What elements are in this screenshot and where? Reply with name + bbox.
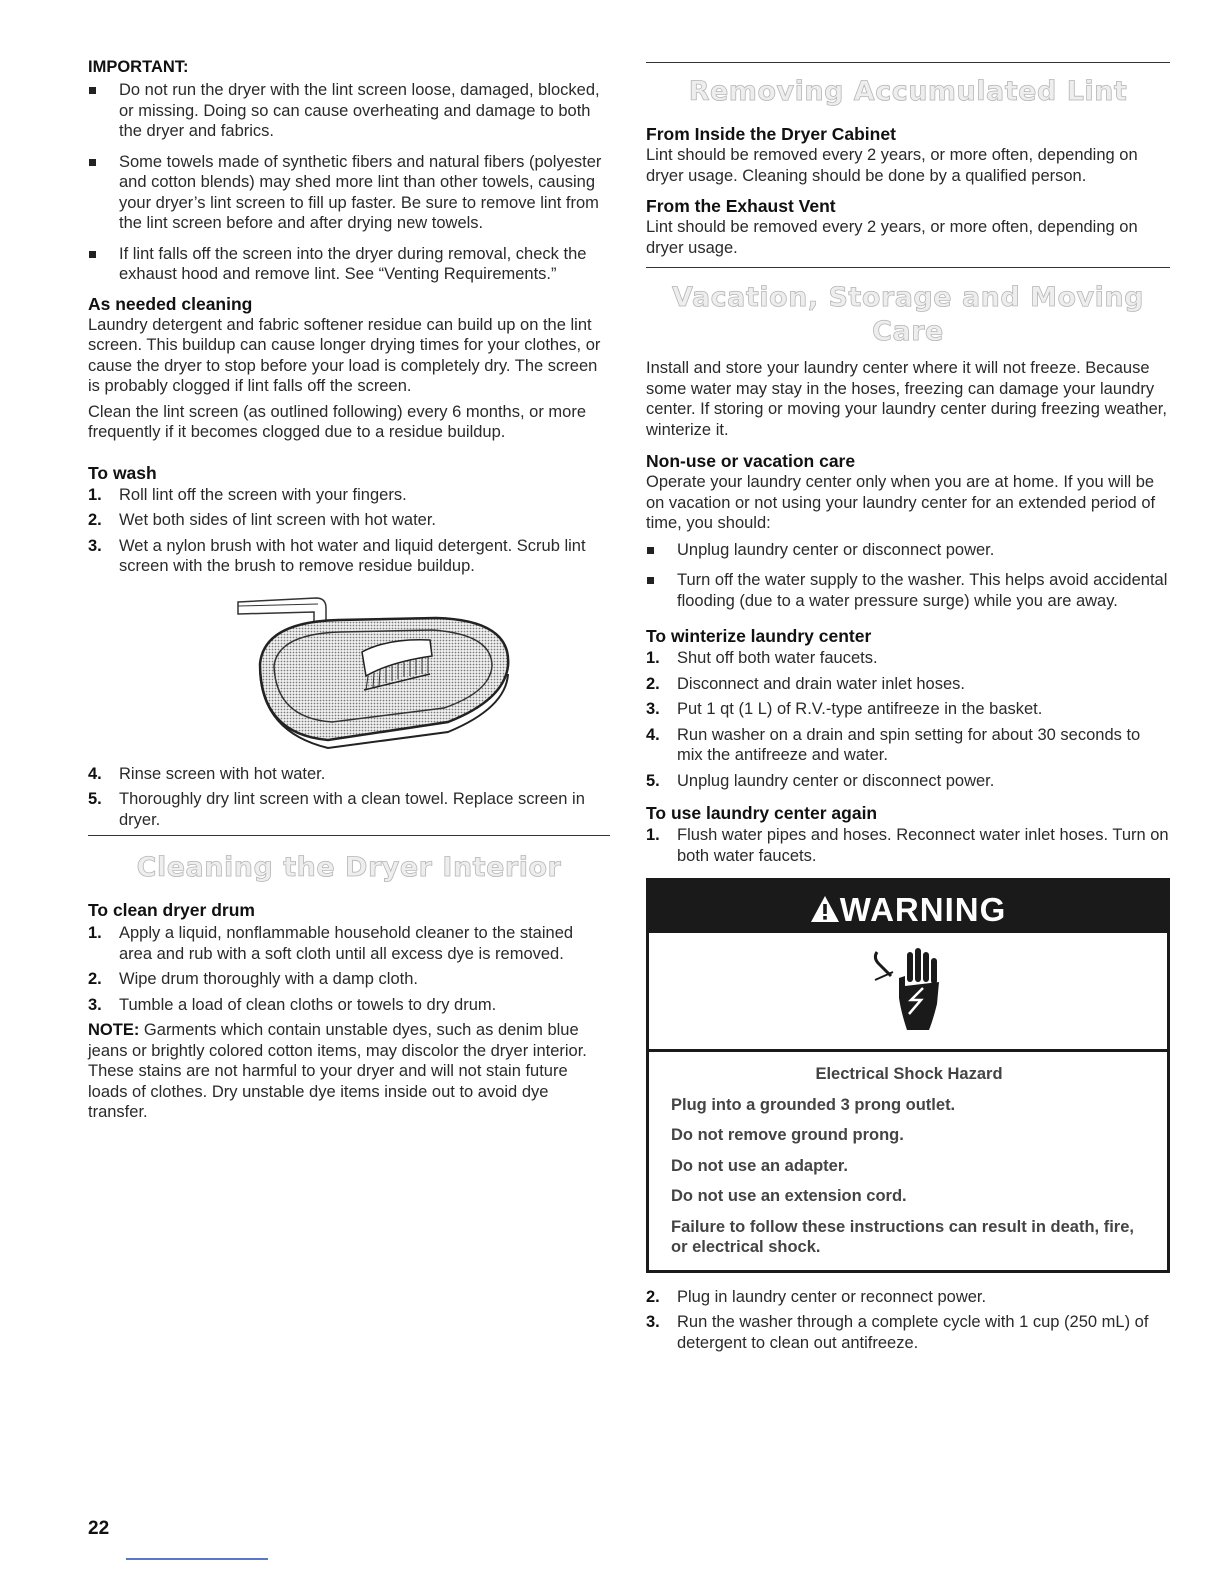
warning-header [649,881,1167,933]
bullet-icon [89,87,96,94]
note-paragraph: NOTE: Garments which contain unstable dyes, such as denim blue jeans or brightly colored cotton items, may discolor the dryer interior. These stains are not harmful to your dryer and will not stain future loads of clothes. Dry unstable dye items inside out to avoid dye transfer. [88,1021,587,1121]
list-item: If lint falls off the screen into the dryer during removal, check the exhaust hood and remove lint. See “Venting Requirements.” [88,244,610,285]
nonuse-heading: Non-use or vacation care [646,451,856,471]
warning-box [646,878,1170,1273]
bullet-icon [647,577,654,584]
exhaust-vent-heading: From the Exhaust Vent [646,196,836,216]
warning-line: Do not use an extension cord. [671,1187,907,1205]
warning-text [649,1052,1167,1270]
warning-line: Failure to follow these instructions can result in death, fire, or electrical shock. [671,1217,1134,1256]
as-needed-paragraph-1: Laundry detergent and fabric softener residue can build up on the lint screen. This buildup can cause longer drying times for your clothes, or cause the dryer to stop before your load is completely dry. The screen is probably clogged if lint falls off the screen. [88,315,601,395]
warning-triangle-icon [810,895,840,923]
warning-line: Do not use an adapter. [671,1156,848,1175]
divider [646,267,1170,268]
list-item: 5. Thoroughly dry lint screen with a clean towel. Replace screen in dryer. [88,790,585,829]
list-item: Some towels made of synthetic fibers and natural fibers (polyester and cotton blends) may shed more lint than other towels, causing your dryer’s lint screen to fill up faster. Be sure to remove lint from the lint screen before and after drying new towels. [88,152,610,234]
exhaust-vent-text: Lint should be removed every 2 years, or more often, depending on dryer usage. [646,218,1138,257]
vacation-text: Install and store your laundry center where it will not freeze. Because some water may stay in the hoses, freezing can damage your laundry center. If storing or moving your laundry center during freezing weather, winterize it. [646,359,1167,439]
note-label: NOTE: [88,1021,140,1039]
as-needed-paragraph-2: Clean the lint screen (as outlined following) every 6 months, or more frequently if it becomes clogged due to a residue buildup. [88,402,586,441]
electrical-shock-icon [871,946,951,1036]
page-number: 22 [88,1518,110,1539]
list-item: 2. Disconnect and drain water inlet hoses. [646,674,965,693]
section-title-removing-lint: Removing Accumulated Lint [688,76,1128,107]
list-item: 2. Wipe drum thoroughly with a damp cloth. [88,970,418,988]
footer-line [126,1558,268,1560]
list-item: 1. Roll lint off the screen with your fingers. [88,485,407,504]
as-needed-heading: As needed cleaning [88,293,253,314]
important-label: IMPORTANT: [88,58,189,76]
list-item: 1. Flush water pipes and hoses. Reconnect water inlet hoses. Turn on both water faucets. [646,826,1169,865]
list-item: 4. Run washer on a drain and spin setting for about 30 seconds to mix the antifreeze and water. [646,725,1141,764]
bullet-icon [89,251,96,258]
nonuse-text: Operate your laundry center only when you are at home. If you will be on vacation or not using your laundry center for an extended period of time, you should: [646,473,1156,532]
list-item: 5. Unplug laundry center or disconnect power. [646,771,995,790]
right-column [646,62,1170,1358]
list-item: 3. Run the washer through a complete cycle with 1 cup (250 mL) of detergent to clean out antifreeze. [646,1313,1149,1352]
list-item: 2. Wet both sides of lint screen with hot water. [88,511,437,529]
lint-screen-brush-icon [88,582,610,764]
list-item: Unplug laundry center or disconnect power. [646,540,1170,561]
list-item: 3. Put 1 qt (1 L) of R.V.-type antifreeze in the basket. [646,700,1043,718]
warning-title: WARNING [839,891,1007,928]
list-item: 4. Rinse screen with hot water. [88,764,326,783]
section-title-cleaning: Cleaning the Dryer Interior [136,852,562,883]
inside-cabinet-heading: From Inside the Dryer Cabinet [646,124,896,144]
warning-hazard: Electrical Shock Hazard [815,1065,1003,1083]
lint-screen-illustration [88,582,610,764]
divider [88,835,610,836]
divider [646,62,1170,63]
drum-heading: To clean dryer drum [88,900,255,920]
list-item: 2. Plug in laundry center or reconnect power. [646,1287,987,1306]
warning-icon-area [649,933,1167,1052]
list-item: 3. Tumble a load of clean cloths or towels to dry drum. [88,995,497,1014]
use-again-heading: To use laundry center again [646,803,878,823]
inside-cabinet-text: Lint should be removed every 2 years, or more often, depending on dryer usage. Cleaning should be done by a qualified person. [646,146,1138,185]
list-item: 3. Wet a nylon brush with hot water and liquid detergent. Scrub lint screen with the brush to remove residue buildup. [88,536,586,575]
list-item: 1. Apply a liquid, nonflammable household cleaner to the stained area and rub with a soft cloth until all excess dye is removed. [88,924,574,963]
list-item: 1. Shut off both water faucets. [646,649,878,667]
warning-line: Do not remove ground prong. [671,1126,904,1144]
bullet-icon [89,159,96,166]
left-column [88,56,610,1123]
section-title-vacation: Vacation, Storage and Moving Care [672,282,1144,347]
warning-line: Plug into a grounded 3 prong outlet. [671,1095,956,1114]
list-item: Turn off the water supply to the washer. This helps avoid accidental flooding (due to a water pressure surge) while you are away. [646,570,1170,611]
bullet-icon [647,547,654,554]
to-wash-heading: To wash [88,462,157,483]
list-item: Do not run the dryer with the lint screen loose, damaged, blocked, or missing. Doing so can cause overheating and damage to both the dryer and fabrics. [88,80,610,142]
winterize-heading: To winterize laundry center [646,626,872,646]
